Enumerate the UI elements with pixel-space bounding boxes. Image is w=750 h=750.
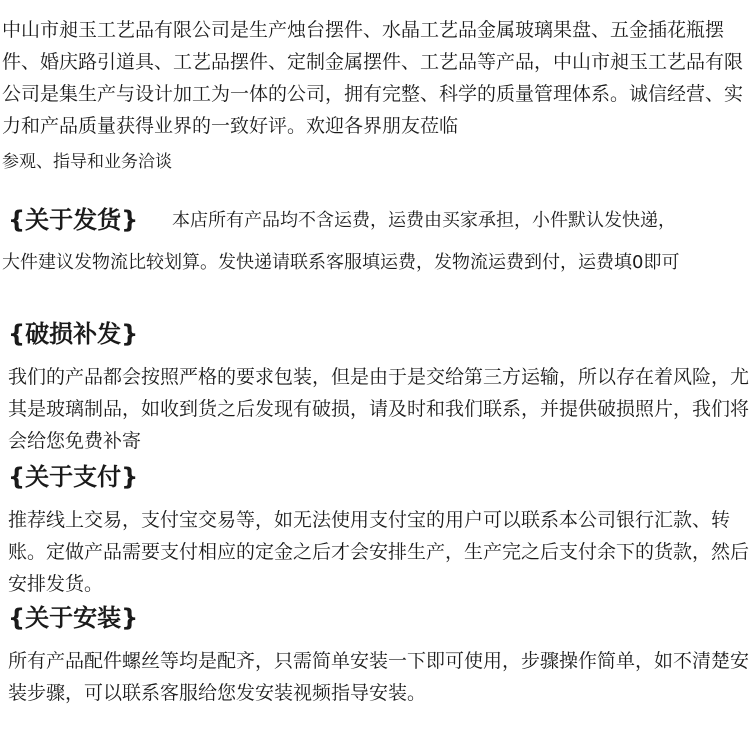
install-body-text: 所有产品配件螺丝等均是配齐，只需简单安装一下即可使用，步骤操作简单，如不清楚安装步骤，可以联系客服给您发安装视频指导安装。 — [8, 650, 750, 704]
company-intro-paragraph: 中山市昶玉工艺品有限公司是生产烛台摆件、水晶工艺品金属玻璃果盘、五金插花瓶摆件、婚庆路引道具、工艺品摆件、定制金属摆件、工艺品等产品，中山市昶玉工艺品有限公司是集生产与设计加工为一体的公司，拥有完整、科学的质量管理体系。诚信经营、实力和产品质量获得业界的一致好评。欢迎各界朋友莅临 — [2, 19, 744, 137]
shipping-inline-text: 本店所有产品均不含运费，运费由买家承担，小件默认发快递， — [172, 210, 676, 231]
payment-heading: {关于支付} — [8, 463, 139, 491]
damage-body-text: 我们的产品都会按照严格的要求包装，但是由于是交给第三方运输，所以存在着风险，尤其是玻璃制品，如收到货之后发现有破损，请及时和我们联系，并提供破损照片，我们将会给您免费补寄 — [8, 366, 750, 452]
damage-heading: {破损补发} — [8, 320, 139, 348]
install-heading: {关于安装} — [8, 604, 139, 632]
company-intro-tail: 参观、指导和业务洽谈 — [2, 152, 172, 172]
shipping-body-text: 大件建议发物流比较划算。发快递请联系客服填运费，发物流运费到付，运费填0即可 — [2, 252, 680, 273]
payment-body-text: 推荐线上交易，支付宝交易等，如无法使用支付宝的用户可以联系本公司银行汇款、转账。定做产品需要支付相应的定金之后才会安排生产，生产完之后支付余下的货款，然后安排发货。 — [8, 509, 750, 595]
shipping-heading: {关于发货} — [8, 206, 139, 234]
